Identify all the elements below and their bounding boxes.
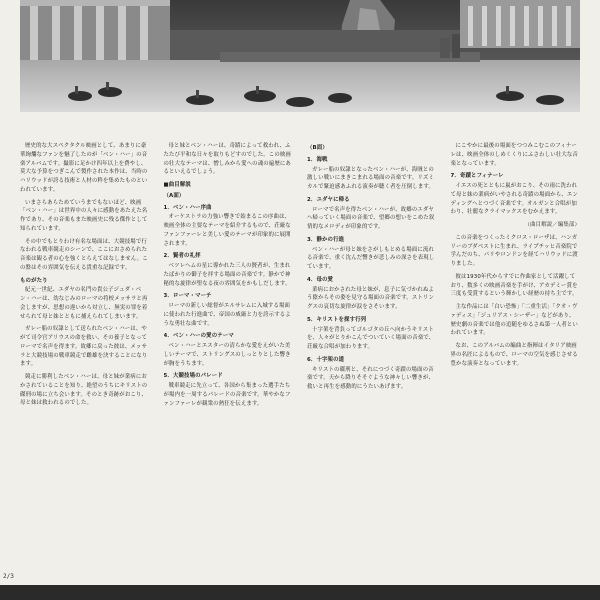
paragraph: ガレー船の奴隷となったベン・ハーが、海賊との激しい戦いにまきこまれる場面の音楽です。リズミカルで緊迫感あふれる演奏が聴く者を圧倒します。	[307, 166, 435, 190]
paragraph: 母と妹とベン・ハーは、奇蹟によって救われ、ふたたび平和な日々を取りもどすのでした。この映画の壮大なテーマは、憎しみから愛への魂の遍歴にあるといえるでしょう。	[163, 143, 291, 176]
text-column-4	[451, 142, 581, 562]
text-column-2	[164, 142, 294, 562]
paragraph: 彼は1930年代からすでに作曲家として活躍しており、数多くの映画音楽を手がけ、アカデミー賞を三度も受賞するという輝かしい経歴の持ち主です。	[450, 273, 578, 298]
section-heading: 7．奇蹟とフィナーレ	[450, 173, 504, 180]
signature: （曲目解説／編集部）	[524, 222, 580, 228]
section-heading: 4．母の愛	[307, 276, 334, 283]
section-heading: 2．ユダヤに帰る	[307, 196, 350, 203]
section-heading: 6．十字架の道	[307, 356, 345, 363]
paragraph: この音楽をつくったミクロス・ローザは、ハンガリーのブダペストに生まれ、ライプチッヒ音楽院で学んだのち、パリやロンドンを経てハリウッドに渡りました。	[450, 234, 578, 267]
paragraph: （A面）	[163, 192, 185, 199]
paragraph: 十字架を背負ってゴルゴタの丘へ向かうキリストを、人々がとりかこんでついていく場面の音楽で、荘厳な合唱が加わります。	[307, 326, 435, 350]
paragraph: 戦車競走に先立って、各国から集まった選手たちが場内を一周するパレードの音楽です。華やかなファンファーレが観衆の熱狂を伝えます。	[163, 383, 291, 407]
paragraph: ガレー船の奴隷として送られたベン・ハーは、やがて司令官アリウスの命を救い、その養子となってローマで名声を得ます。故郷に戻った彼は、メッサラと大競技場の戦車競走で雌雄を決することになります。	[20, 326, 148, 368]
paragraph: オーケストラの力強い響きで始まるこの序曲は、映画全体の主要なテーマを紹介するもので、荘厳なファンファーレと美しい愛のテーマが印象的に展開されます。	[163, 214, 291, 247]
section-heading: ものがたり	[20, 277, 48, 284]
paragraph: キリストの磔刑と、それにつづく奇蹟の場面の音楽です。天から降りそそぐような神々しい響きが、救いと再生を感動的にうたいあげます。	[307, 366, 435, 390]
section-heading: 5．大競技場のパレード	[163, 373, 223, 380]
paragraph: 主な作品には「白い恐怖」「二重生活」「クオ・ヴァディス」「ジュリアス・シーザー」などがあり、歴史劇の音楽では他の追随をゆるさぬ第一人者といわれています。	[450, 304, 578, 337]
paragraph: ベン・ハーとエスターの清らかな愛をえがいた美しいテーマで、ストリングスのしっとりとした響きが胸をうちます。	[163, 343, 291, 367]
paragraph: いまさらあらためていうまでもないほど、映画「ベン・ハー」は世界中の人々に感動をあたえた名作であり、その音楽もまた映画史に残る傑作として知られています。	[20, 199, 148, 232]
paragraph: ローマで名声を得たベン・ハーが、故郷のユダヤへ帰っていく場面の音楽で、望郷の想いをこめた叙情的なメロディが印象的です。	[307, 206, 435, 230]
section-heading: 3．ローマ・マーチ	[163, 293, 212, 300]
paragraph: にこやかに最後の場面をつつみこむこのフィナーレは、映画全体のしめくくりにふさわしい壮大な音楽となっています。	[450, 143, 578, 167]
page-number: 2/3	[3, 573, 14, 580]
section-heading: 2．賢者の礼拝	[163, 253, 201, 260]
paragraph: ベツレヘムの星に導かれた三人の賢者が、生まれたばかりの御子を拝する場面の音楽です。静かで神秘的な旋律が聖なる夜の雰囲気をかもしだします。	[163, 263, 291, 287]
paragraph: 歴史的な大スペクタクル映画として、あまりに豪華絢爛なファンを魅了したのが「ベン・ハー」の音楽アルバムです。撮影に足かけ四年以上を費やし、莫大な予算をつぎこんで製作された本作は、当時のハリウッドが誇る技術と人材の粋を集めたものといわれています。	[20, 143, 148, 193]
chariot-race-photo	[20, 0, 580, 112]
text-column-3	[307, 142, 437, 562]
bottom-bar	[0, 585, 600, 600]
paragraph: イエスの死とともに嵐がおこり、その雨に洗われて母と妹の業病がいやされる奇蹟の場面から、エンディングへとつづく音楽です。オルガンと合唱が加わり、壮麗なクライマックスをむかえます。	[450, 183, 578, 216]
paragraph: ローマの新しい総督がエルサレムに入城する場面に使われた行進曲で、帝国の威厳と力を誇示するような勇壮な曲です。	[163, 303, 291, 327]
paragraph: 業病におかされた母と妹が、息子に気づかれぬよう陰からその姿を見守る場面の音楽です。ストリングスの哀切な旋律が涙をさそいます。	[307, 286, 435, 310]
section-heading: 4．ベン・ハーの愛のテーマ	[163, 333, 234, 340]
section-heading: ■曲目解説	[163, 182, 191, 188]
paragraph: ベン・ハーが母と妹をさがしもとめる場面に流れる音楽で、重く沈んだ響きが悲しみの深さを表現しています。	[307, 246, 435, 270]
text-column-1	[20, 142, 150, 562]
section-heading: 5．キリストを探す行列	[307, 316, 367, 323]
paragraph: なお、このアルバムの編曲と指揮はイタリア映画界の名匠によるもので、ローマの空気を感じさせる豊かな演奏となっています。	[450, 343, 578, 367]
section-heading: 1．ベン・ハー序曲	[163, 204, 212, 211]
paragraph: その中でもとりわけ有名な場面は、大競技場で行なわれる戦車競走のシーンで、ここにおさめられた音楽は観る者の心を強くとらえてはなしません。この盤はその雰囲気を伝える貴重な記録です。	[20, 238, 148, 271]
paragraph: 競走に勝利したベン・ハーは、母と妹が業病におかされていることを知り、絶望のうちにキリストの磔刑の場に立ち会います。そのとき奇跡がおこり、母と妹は救われるのでした。	[20, 374, 148, 407]
paragraph: 紀元一世紀、ユダヤの名門の貴公子ジュダ・ベン・ハーは、幼なじみのローマの将校メッサラと再会しますが、思想の違いから対立し、無実の罪を着せられて母と妹とともに捕えられてしまいます。	[20, 287, 148, 320]
article-body	[20, 142, 580, 562]
paragraph: （B面）	[307, 145, 328, 151]
section-heading: 3．静かの行進	[307, 236, 345, 243]
section-heading: 1．海戦	[307, 156, 328, 163]
